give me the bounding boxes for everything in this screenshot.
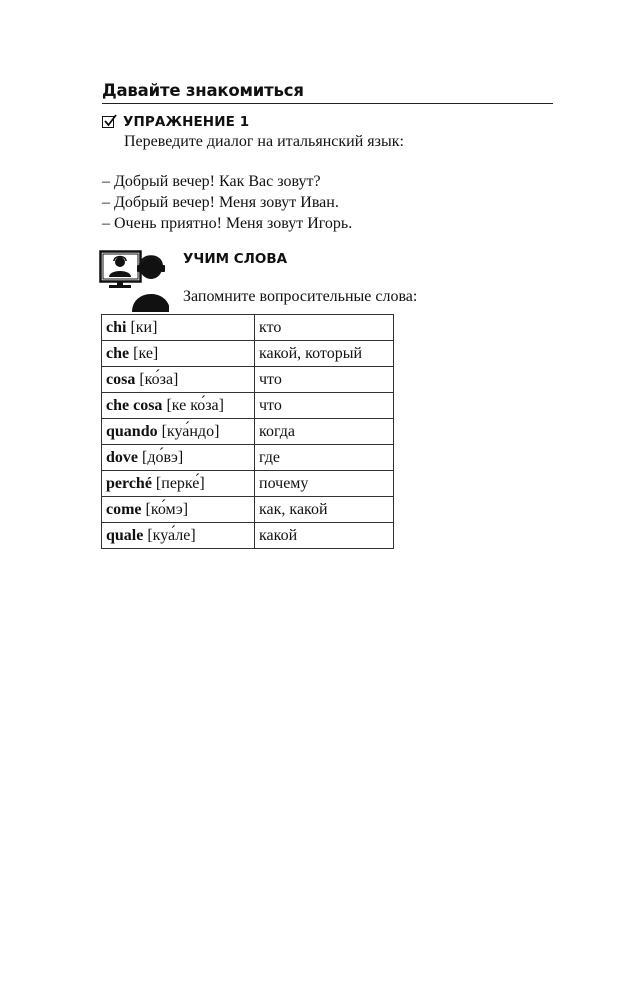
dialog-line: – Добрый вечер! Меня зовут Иван. — [102, 194, 339, 211]
translation-cell: что — [255, 393, 394, 419]
dialog-line: – Добрый вечер! Как Вас зовут? — [102, 173, 321, 190]
translation-cell: какой, который — [255, 341, 394, 367]
pronunciation: [ки] — [130, 318, 158, 336]
checkbox-checked-icon — [102, 116, 114, 128]
exercise-instruction: Переведите диалог на итальянский язык: — [124, 133, 404, 150]
table-row — [102, 393, 394, 419]
word-cell — [102, 445, 255, 471]
table-row — [102, 419, 394, 445]
translation-cell: кто — [255, 315, 394, 341]
italian-word: che cosa — [106, 396, 163, 414]
word-cell — [102, 341, 255, 367]
table-row — [102, 471, 394, 497]
vocabulary-table — [101, 314, 394, 549]
italian-word: cosa — [106, 370, 136, 388]
pronunciation: [до́вэ] — [142, 448, 184, 466]
word-cell — [102, 315, 255, 341]
learn-instruction: Запомните вопросительные слова: — [183, 288, 418, 305]
italian-word: perché — [106, 474, 152, 492]
table-row — [102, 497, 394, 523]
translation-cell: какой — [255, 523, 394, 549]
table-row — [102, 341, 394, 367]
pronunciation: [ке] — [133, 344, 159, 362]
italian-word: dove — [106, 448, 138, 466]
italian-word: chi — [106, 318, 127, 336]
table-row — [102, 367, 394, 393]
table-row — [102, 315, 394, 341]
translation-cell: почему — [255, 471, 394, 497]
pronunciation: [куа́ндо] — [161, 422, 220, 440]
italian-word: quale — [106, 526, 144, 544]
pronunciation: [ко́мэ] — [145, 500, 189, 518]
teacher-student-icon — [99, 250, 169, 312]
italian-word: quando — [106, 422, 158, 440]
pronunciation: [перке́] — [155, 474, 205, 492]
section-divider — [102, 103, 553, 104]
word-cell — [102, 471, 255, 497]
italian-word: che — [106, 344, 130, 362]
exercise-title: УПРАЖНЕНИЕ 1 — [123, 114, 250, 130]
table-row — [102, 445, 394, 471]
translation-cell: как, какой — [255, 497, 394, 523]
translation-cell: что — [255, 367, 394, 393]
learn-title: УЧИМ СЛОВА — [183, 251, 288, 267]
word-cell — [102, 367, 255, 393]
dialog-line: – Очень приятно! Меня зовут Игорь. — [102, 215, 353, 232]
pronunciation: [ке ко́за] — [166, 396, 224, 414]
word-cell — [102, 497, 255, 523]
word-cell — [102, 393, 255, 419]
table-row — [102, 523, 394, 549]
pronunciation: [куа́ле] — [147, 526, 196, 544]
italian-word: come — [106, 500, 142, 518]
translation-cell: когда — [255, 419, 394, 445]
exercise-header — [102, 112, 249, 132]
translation-cell: где — [255, 445, 394, 471]
pronunciation: [ко́за] — [139, 370, 179, 388]
exercise-dialog — [102, 171, 352, 234]
section-title: Давайте знакомиться — [102, 81, 304, 100]
word-cell — [102, 523, 255, 549]
word-cell — [102, 419, 255, 445]
